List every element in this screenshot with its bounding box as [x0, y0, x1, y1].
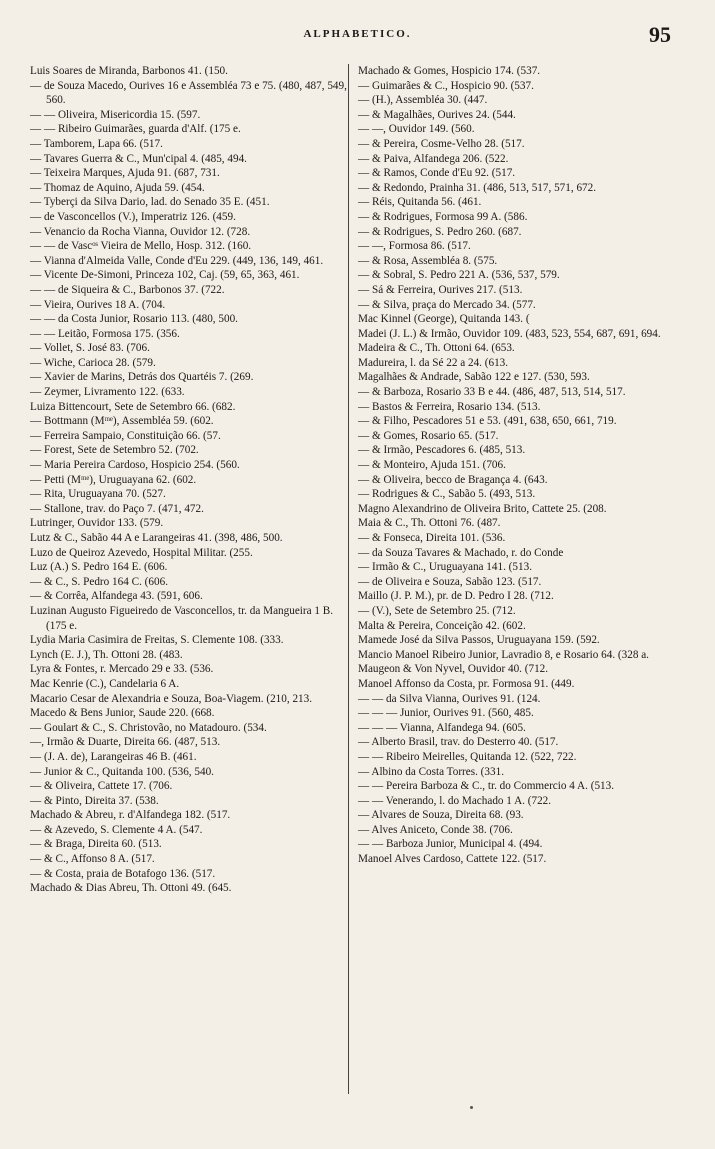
directory-entry: — Stallone, trav. do Paço 7. (471, 472. — [30, 502, 204, 515]
directory-entry: — — da Silva Vianna, Ourives 91. (124. — [358, 692, 541, 705]
directory-entry: — Forest, Sete de Setembro 52. (702. — [30, 444, 199, 457]
directory-entry: Magalhães & Andrade, Sabão 122 e 127. (530, 593. — [358, 371, 590, 384]
directory-entry: — Alvares de Souza, Direita 68. (93. — [358, 809, 524, 822]
directory-entry: Luz (A.) S. Pedro 164 E. (606. — [30, 561, 168, 574]
directory-entry: — Venancio da Rocha Vianna, Ouvidor 12. (728. — [30, 225, 251, 238]
directory-entry: — Zeymer, Livramento 122. (633. — [30, 386, 185, 399]
directory-entry: — Wiche, Carioca 28. (579. — [30, 356, 156, 369]
page-header — [0, 22, 715, 50]
directory-entry: — & Pinto, Direita 37. (538. — [30, 794, 159, 807]
directory-entry: — (V.), Sete de Setembro 25. (712. — [358, 604, 516, 617]
directory-entry: — Tyberçi da Silva Dario, lad. do Senado 35 E. (451. — [30, 196, 270, 209]
directory-entry: — & Oliveira, becco de Bragança 4. (643. — [358, 473, 548, 486]
directory-entry: — Goulart & C., S. Christovão, no Matadouro. (534. — [30, 721, 267, 734]
directory-entry: Madureira, l. da Sé 22 a 24. (613. — [358, 356, 509, 369]
directory-entry: Luis Soares de Miranda, Barbonos 41. (150. — [30, 65, 228, 77]
directory-entry: — de Souza Macedo, Ourives 16 e Assembléa 73 e 75. (480, 487, 549, 560. — [30, 79, 347, 107]
directory-entry: — Maria Pereira Cardoso, Hospicio 254. (560. — [30, 459, 240, 472]
directory-entry: — Rodrigues & C., Sabão 5. (493, 513. — [358, 488, 536, 501]
directory-entry: — — Ribeiro Guimarães, guarda d'Alf. (175 e. — [30, 123, 241, 136]
directory-entry: Luzo de Queiroz Azevedo, Hospital Militar. (255. — [30, 546, 253, 559]
directory-entry: — Guimarães & C., Hospicio 90. (537. — [358, 79, 534, 92]
directory-entry: Manoel Affonso da Costa, pr. Formosa 91. (449. — [358, 677, 575, 690]
directory-entry: — & Redondo, Prainha 31. (486, 513, 517, 571, 672. — [358, 181, 597, 194]
directory-entry: — Albino da Costa Torres. (331. — [358, 765, 504, 778]
directory-entry: — & Rosa, Assembléa 8. (575. — [358, 254, 498, 267]
directory-entry: — de Vasconcellos (V.), Imperatriz 126. (459. — [30, 210, 236, 223]
directory-entry: — & Braga, Direita 60. (513. — [30, 838, 162, 851]
directory-entry: — Sá & Ferreira, Ourives 217. (513. — [358, 283, 523, 296]
directory-entry: — & Filho, Pescadores 51 e 53. (491, 638, 650, 661, 719. — [358, 415, 617, 428]
directory-entry: — — Venerando, l. do Machado 1 A. (722. — [358, 794, 552, 807]
directory-entry: Lynch (E. J.), Th. Ottoni 28. (483. — [30, 648, 183, 661]
directory-entry: — Vianna d'Almeida Valle, Conde d'Eu 229. (449, 136, 149, 461. — [30, 254, 324, 267]
directory-entry: — — da Costa Junior, Rosario 113. (480, 500. — [30, 313, 238, 326]
directory-entry: — Thomaz de Aquino, Ajuda 59. (454. — [30, 181, 205, 194]
running-title: ALPHABETICO. — [303, 28, 412, 40]
directory-entry: — —, Formosa 86. (517. — [358, 240, 471, 253]
directory-entry: Machado & Gomes, Hospicio 174. (537. — [358, 65, 541, 77]
directory-entry: — — de Vascᵒˢ Vieira de Mello, Hosp. 312. (160. — [30, 240, 252, 253]
print-mark — [470, 1106, 473, 1109]
column-divider — [348, 64, 349, 1094]
directory-entry: — — — Vianna, Alfandega 94. (605. — [358, 721, 526, 734]
directory-entry: — Petti (Mᵐᵉ), Uruguayana 62. (602. — [30, 473, 197, 486]
directory-entry: Magno Alexandrino de Oliveira Brito, Cattete 25. (208. — [358, 502, 607, 515]
directory-entry: — & Costa, praia de Botafogo 136. (517. — [30, 867, 216, 880]
directory-entry: — & Ramos, Conde d'Eu 92. (517. — [358, 167, 516, 180]
directory-entry: Macario Cesar de Alexandria e Souza, Boa-Viagem. (210, 213. — [30, 692, 313, 705]
directory-entry: — Irmão & C., Uruguayana 141. (513. — [358, 561, 532, 574]
directory-entry: — & Fonseca, Direita 101. (536. — [358, 532, 506, 544]
directory-entry: — de Oliveira e Souza, Sabão 123. (517. — [358, 575, 542, 588]
directory-entry: — Alves Aniceto, Conde 38. (706. — [358, 823, 513, 836]
directory-entry: Maillo (J. P. M.), pr. de D. Pedro I 28. (712. — [358, 590, 554, 603]
directory-entry: — & Barboza, Rosario 33 B e 44. (486, 487, 513, 514, 517. — [358, 386, 626, 399]
directory-entry: Machado & Abreu, r. d'Alfandega 182. (517. — [30, 809, 231, 822]
directory-entry: — Alberto Brasil, trav. do Desterro 40. (517. — [358, 736, 559, 749]
directory-entry: Lyra & Fontes, r. Mercado 29 e 33. (536. — [30, 663, 214, 676]
directory-entry: — & Gomes, Rosario 65. (517. — [358, 429, 499, 442]
left-column — [30, 64, 347, 896]
directory-entry: — & Pereira, Cosme-Velho 28. (517. — [358, 137, 525, 150]
directory-entry: Lutz & C., Sabão 44 A e Larangeiras 41. (398, 486, 500. — [30, 532, 283, 544]
directory-entry: — — Ribeiro Meirelles, Quitanda 12. (522, 722. — [358, 750, 577, 763]
directory-entry: — Ferreira Sampaio, Constituição 66. (57. — [30, 429, 221, 442]
directory-entry: — & Irmão, Pescadores 6. (485, 513. — [358, 444, 526, 457]
directory-entry: — —, Ouvidor 149. (560. — [358, 123, 475, 136]
directory-entry: — da Souza Tavares & Machado, r. do Conde — [358, 546, 564, 559]
directory-entry: — Bottmann (Mᵐᵉ), Assembléa 59. (602. — [30, 415, 214, 428]
directory-entry: — Vollet, S. José 83. (706. — [30, 342, 150, 355]
directory-entry: Malta & Pereira, Conceição 42. (602. — [358, 619, 526, 632]
directory-entry: Luiza Bittencourt, Sete de Setembro 66. (682. — [30, 400, 236, 413]
directory-entry: — & Rodrigues, S. Pedro 260. (687. — [358, 225, 522, 238]
directory-entry: — Xavier de Marins, Detrás dos Quartéis 7. (269. — [30, 371, 254, 384]
directory-entry: — & Azevedo, S. Clemente 4 A. (547. — [30, 823, 203, 836]
directory-entry: Macedo & Bens Junior, Saude 220. (668. — [30, 707, 215, 720]
directory-entry: Maugeon & Von Nyvel, Ouvidor 40. (712. — [358, 663, 549, 676]
directory-entry: Machado & Dias Abreu, Th. Ottoni 49. (645. — [30, 882, 232, 895]
directory-entry: — — de Siqueira & C., Barbonos 37. (722. — [30, 283, 225, 296]
directory-entry: —, Irmão & Duarte, Direita 66. (487, 513. — [30, 736, 221, 749]
directory-entry: — & Monteiro, Ajuda 151. (706. — [358, 459, 506, 472]
directory-entry: Manoel Alves Cardoso, Cattete 122. (517. — [358, 853, 547, 866]
directory-entry: — Bastos & Ferreira, Rosario 134. (513. — [358, 400, 541, 413]
right-column — [358, 64, 675, 867]
directory-entry: — & Silva, praça do Mercado 34. (577. — [358, 298, 536, 311]
directory-entry: — Vicente De-Simoni, Princeza 102, Caj. (59, 65, 363, 461. — [30, 269, 300, 282]
directory-entry: Maia & C., Th. Ottoni 76. (487. — [358, 517, 501, 530]
directory-entry: Lydia Maria Casimira de Freitas, S. Clemente 108. (333. — [30, 634, 284, 647]
directory-entry: — — Leitão, Formosa 175. (356. — [30, 327, 180, 340]
directory-entry: — — Oliveira, Misericordia 15. (597. — [30, 108, 201, 121]
directory-entry: — Réis, Quitanda 56. (461. — [358, 196, 482, 209]
directory-entry: Mancio Manoel Ribeiro Junior, Lavradio 8, e Rosario 64. (328 a. — [358, 648, 649, 661]
directory-entry: Mamede José da Silva Passos, Uruguayana 159. (592. — [358, 634, 600, 647]
directory-entry: Lutringer, Ouvidor 133. (579. — [30, 517, 164, 530]
directory-entry: — Junior & C., Quitanda 100. (536, 540. — [30, 765, 214, 778]
directory-entry: — Tavares Guerra & C., Mun'cipal 4. (485, 494. — [30, 152, 247, 165]
directory-entry: — Tamborem, Lapa 66. (517. — [30, 137, 163, 150]
directory-entry: — — Pereira Barboza & C., tr. do Commercio 4 A. (513. — [358, 780, 615, 793]
directory-entry: — & Corrêa, Alfandega 43. (591, 606. — [30, 590, 203, 603]
directory-entry: Mac Kenrie (C.), Candelaria 6 A. — [30, 677, 180, 690]
directory-entry: — Vieira, Ourives 18 A. (704. — [30, 298, 166, 311]
directory-entry: Madeira & C., Th. Ottoni 64. (653. — [358, 342, 515, 355]
directory-entry: Mac Kinnel (George), Quitanda 143. ( — [358, 313, 530, 326]
directory-entry: — (J. A. de), Larangeiras 46 B. (461. — [30, 750, 197, 763]
directory-entry: — — — Junior, Ourives 91. (560, 485. — [358, 707, 534, 720]
directory-entry: Madei (J. L.) & Irmão, Ouvidor 109. (483, 523, 554, 687, 691, 694. — [358, 327, 661, 340]
page-number: 95 — [649, 22, 671, 47]
directory-entry: — Teixeira Marques, Ajuda 91. (687, 731. — [30, 167, 220, 180]
directory-entry: — & Rodrigues, Formosa 99 A. (586. — [358, 210, 528, 223]
directory-entry: — & Magalhães, Ourives 24. (544. — [358, 108, 516, 121]
directory-entry: — & C., S. Pedro 164 C. (606. — [30, 575, 168, 588]
directory-entry: — & C., Affonso 8 A. (517. — [30, 853, 155, 866]
directory-entry: — & Oliveira, Cattete 17. (706. — [30, 780, 173, 793]
directory-entry: Luzinan Augusto Figueiredo de Vasconcellos, tr. da Mangueira 1 B. (175 e. — [30, 604, 334, 632]
directory-entry: — Rita, Uruguayana 70. (527. — [30, 488, 166, 501]
directory-entry: — (H.), Assembléa 30. (447. — [358, 94, 488, 107]
directory-entry: — — Barboza Junior, Municipal 4. (494. — [358, 838, 543, 851]
directory-entry: — & Sobral, S. Pedro 221 A. (536, 537, 579. — [358, 269, 560, 282]
directory-entry: — & Paiva, Alfandega 206. (522. — [358, 152, 509, 165]
